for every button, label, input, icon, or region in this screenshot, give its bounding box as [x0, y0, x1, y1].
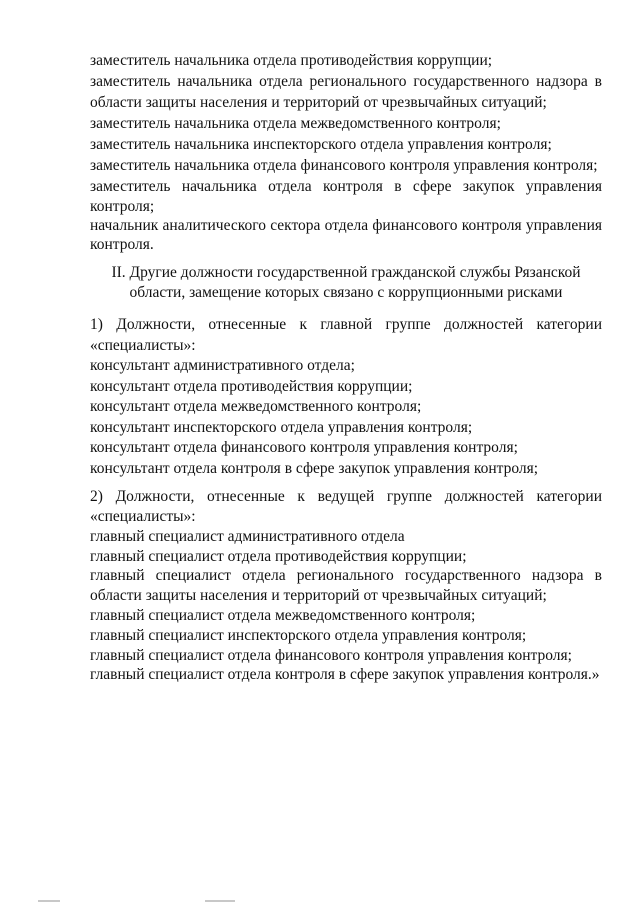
- list-item: консультант отдела финансового контроля управления контроля;: [90, 439, 518, 456]
- scan-artifact: [38, 900, 60, 902]
- text-line: «специалисты»:: [90, 337, 196, 354]
- scan-artifact: [205, 900, 235, 902]
- text-line: заместитель начальника отдела противодействия коррупции;: [90, 52, 493, 69]
- section-heading-line: II. Другие должности государственной гражданской службы Рязанской: [111, 264, 581, 281]
- text-line: области защиты населения и территорий от чрезвычайных ситуаций;: [90, 587, 547, 604]
- list-item: главный специалист отдела противодействия коррупции;: [90, 548, 467, 565]
- list-item: консультант отдела межведомственного контроля;: [90, 398, 422, 415]
- text-line: контроля.: [90, 236, 154, 253]
- text-line: области защиты населения и территорий от чрезвычайных ситуаций;: [90, 94, 547, 111]
- text-line: заместитель начальника отдела межведомственного контроля;: [90, 115, 501, 132]
- list-item: главный специалист административного отдела: [90, 528, 405, 545]
- text-line: контроля;: [90, 198, 155, 215]
- text-line: заместитель начальника инспекторского отдела управления контроля;: [90, 136, 552, 153]
- group-heading-line: 2) Должности, отнесенные к ведущей группе должностей категории: [90, 488, 602, 505]
- list-item: главный специалист инспекторского отдела управления контроля;: [90, 627, 527, 644]
- list-item: консультант инспекторского отдела управления контроля;: [90, 419, 473, 436]
- list-item: главный специалист отдела регионального государственного надзора в: [90, 567, 602, 584]
- text-line: заместитель начальника отдела контроля в сфере закупок управления: [90, 178, 602, 195]
- text-line: «специалисты»:: [90, 508, 196, 525]
- section-heading-line: области, замещение которых связано с коррупционными рисками: [129, 284, 563, 301]
- list-item: главный специалист отдела контроля в сфере закупок управления контроля.»: [90, 666, 600, 683]
- text-line: заместитель начальника отдела финансового контроля управления контроля;: [90, 157, 598, 174]
- list-item: консультант отдела противодействия коррупции;: [90, 378, 413, 395]
- text-line: начальник аналитического сектора отдела финансового контроля управления: [90, 217, 602, 234]
- list-item: консультант административного отдела;: [90, 357, 355, 374]
- list-item: консультант отдела контроля в сфере закупок управления контроля;: [90, 460, 539, 477]
- text-line: заместитель начальника отдела регионального государственного надзора в: [90, 73, 602, 90]
- list-item: главный специалист отдела финансового контроля управления контроля;: [90, 647, 572, 664]
- group-heading-line: 1) Должности, отнесенные к главной группе должностей категории: [90, 316, 602, 333]
- list-item: главный специалист отдела межведомственного контроля;: [90, 607, 476, 624]
